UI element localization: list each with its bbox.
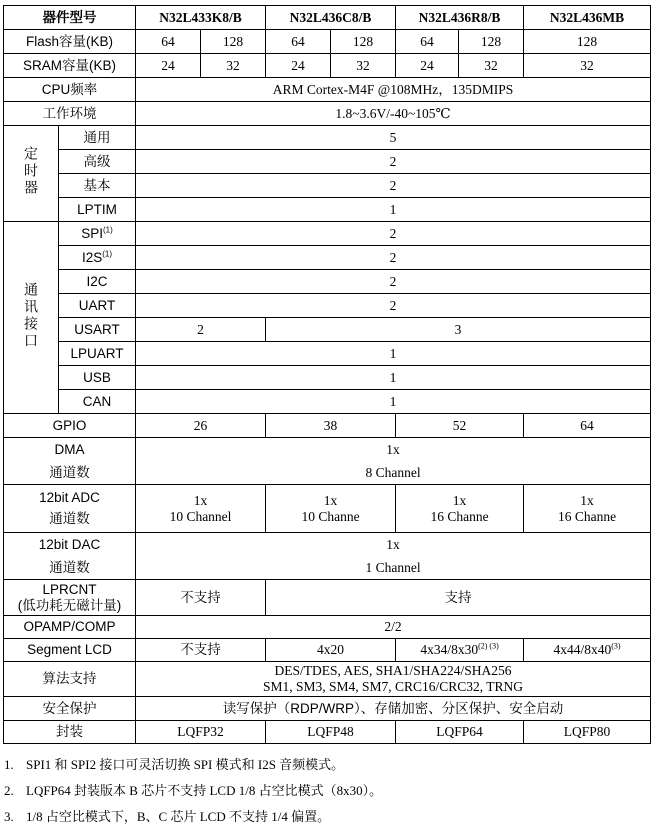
table-cell (136, 485, 266, 533)
table-cell: 3 (266, 318, 651, 342)
footnotes (4, 752, 382, 830)
timer-row (4, 198, 651, 222)
package-row (4, 721, 651, 744)
lcd-value: 4x34/8x30 (420, 642, 479, 657)
footnote-number: 2. (4, 783, 14, 798)
table-cell: 5 (136, 126, 651, 150)
table-cell: 128 (459, 30, 524, 54)
label-line: 通道数 (49, 559, 90, 575)
row-label: 安全保护 (4, 697, 136, 721)
footnote-ref: (3) (611, 641, 621, 651)
value-line: 16 Channe (430, 508, 489, 524)
model-col-4: N32L436MB (524, 6, 651, 30)
value-line: DES/TDES, AES, SHA1/SHA224/SHA256 (274, 663, 512, 678)
model-col-3: N32L436R8/B (396, 6, 524, 30)
value-line: 1x (193, 492, 208, 508)
value-line: SM1, SM3, SM4, SM7, CRC16/CRC32, TRNG (262, 679, 524, 694)
table-cell: 32 (524, 54, 651, 78)
row-label: CAN (59, 390, 136, 414)
comm-row (4, 246, 651, 270)
footnote (4, 804, 382, 830)
table-cell: 2 (136, 246, 651, 270)
table-cell: LQFP64 (396, 721, 524, 744)
table-cell: 64 (396, 30, 459, 54)
value-line: 16 Channe (557, 508, 617, 524)
timer-row (4, 174, 651, 198)
model-col-1: N32L433K8/B (136, 6, 266, 30)
table-cell: 读写保护（RDP/WRP）、存储加密、分区保护、安全启动 (136, 697, 651, 721)
spec-table (3, 5, 651, 744)
table-cell: 2 (136, 222, 651, 246)
row-label (4, 438, 136, 485)
spi-label: SPI (81, 225, 103, 241)
value-line: 1x (580, 492, 594, 508)
row-label (59, 246, 136, 270)
footnote-text: 1/8 占空比模式下，B、C 芯片 LCD 不支持 1/4 偏置。 (26, 809, 331, 824)
value-line: 1x (386, 441, 400, 457)
comm-row (4, 342, 651, 366)
table-cell: 4x20 (266, 639, 396, 662)
footnote-number: 3. (4, 809, 14, 824)
label-line: LPRCNT (42, 581, 97, 597)
table-cell: LQFP80 (524, 721, 651, 744)
comm-row (4, 294, 651, 318)
table-cell: 24 (136, 54, 201, 78)
table-cell: 1.8~3.6V/-40~105℃ (136, 102, 651, 126)
row-label (4, 485, 136, 533)
label-line: DMA (54, 441, 85, 457)
gpio-row (4, 414, 651, 438)
table-cell: 1 (136, 198, 651, 222)
label-line: 12bit DAC (38, 536, 101, 552)
table-cell (396, 485, 524, 533)
footnote-ref: (1) (102, 249, 113, 258)
value-line: 10 Channe (301, 508, 360, 524)
lcd-row (4, 639, 651, 662)
cpu-row (4, 78, 651, 102)
value-line: 10 Channel (169, 508, 232, 524)
table-cell: 32 (459, 54, 524, 78)
row-label: 基本 (59, 174, 136, 198)
row-label: I2C (59, 270, 136, 294)
flash-row (4, 30, 651, 54)
table-cell: 2 (136, 318, 266, 342)
footnote-number: 1. (4, 757, 14, 772)
table-cell: 32 (331, 54, 396, 78)
table-cell: 128 (524, 30, 651, 54)
dac-row (4, 533, 651, 580)
label-line: 通道数 (49, 511, 90, 526)
table-cell: 52 (396, 414, 524, 438)
env-row (4, 102, 651, 126)
lprcnt-row (4, 580, 651, 616)
value-line: 1x (386, 536, 400, 552)
row-label (4, 533, 136, 580)
comm-row (4, 390, 651, 414)
value-line: 8 Channel (365, 464, 421, 480)
footnote (4, 778, 382, 804)
label-line: (低功耗无磁计量) (17, 597, 122, 613)
algo-row (4, 662, 651, 697)
table-cell: 64 (266, 30, 331, 54)
footnote-ref: (2) (3) (478, 641, 499, 651)
row-label: OPAMP/COMP (4, 616, 136, 639)
group-label-text: 通讯接口 (23, 281, 39, 350)
i2s-label: I2S (81, 249, 103, 265)
table-cell: 2 (136, 174, 651, 198)
row-label: USART (59, 318, 136, 342)
row-label: USB (59, 366, 136, 390)
table-cell: ARM Cortex-M4F @108MHz，135DMIPS (136, 78, 651, 102)
timer-row (4, 150, 651, 174)
lcd-value: 4x44/8x40 (553, 642, 612, 657)
table-cell: 24 (396, 54, 459, 78)
table-cell (136, 662, 651, 697)
row-label: Segment LCD (4, 639, 136, 662)
table-cell (136, 533, 651, 580)
comm-group-label (4, 222, 59, 414)
comm-row (4, 222, 651, 246)
table-cell: LQFP48 (266, 721, 396, 744)
table-cell: 1 (136, 390, 651, 414)
table-cell: 32 (201, 54, 266, 78)
comm-row (4, 270, 651, 294)
row-label: 算法支持 (4, 662, 136, 697)
table-cell: 2 (136, 270, 651, 294)
group-label-text: 定时器 (23, 146, 39, 197)
table-cell: 64 (136, 30, 201, 54)
comm-row (4, 366, 651, 390)
timer-row (4, 126, 651, 150)
table-cell: 1 (136, 366, 651, 390)
row-label: GPIO (4, 414, 136, 438)
table-cell: 24 (266, 54, 331, 78)
table-cell: 38 (266, 414, 396, 438)
table-cell (524, 485, 651, 533)
row-label: Flash容量(KB) (4, 30, 136, 54)
table-cell: 2/2 (136, 616, 651, 639)
row-label (4, 580, 136, 616)
table-cell: 不支持 (136, 639, 266, 662)
value-line: 1 Channel (365, 559, 421, 575)
security-row (4, 697, 651, 721)
header-row (4, 6, 651, 30)
label-line: 通道数 (49, 464, 90, 480)
table-cell: 不支持 (136, 580, 266, 616)
footnote-ref: (1) (102, 225, 113, 234)
table-cell: 2 (136, 150, 651, 174)
dma-row (4, 438, 651, 485)
table-cell (396, 639, 524, 662)
label-line: 12bit ADC (39, 490, 100, 505)
row-label (59, 222, 136, 246)
table-cell (136, 438, 651, 485)
table-cell: 支持 (266, 580, 651, 616)
row-label: CPU频率 (4, 78, 136, 102)
timer-group-label (4, 126, 59, 222)
table-cell: LQFP32 (136, 721, 266, 744)
row-label: LPTIM (59, 198, 136, 222)
row-label: SRAM容量(KB) (4, 54, 136, 78)
sram-row (4, 54, 651, 78)
value-line: 1x (323, 492, 338, 508)
comm-row (4, 318, 651, 342)
value-line: 1x (452, 492, 467, 508)
table-cell: 128 (331, 30, 396, 54)
row-label: 通用 (59, 126, 136, 150)
row-label: UART (59, 294, 136, 318)
row-label: 高级 (59, 150, 136, 174)
table-cell: 2 (136, 294, 651, 318)
row-label: 工作环境 (4, 102, 136, 126)
table-cell (524, 639, 651, 662)
row-label: LPUART (59, 342, 136, 366)
table-cell: 1 (136, 342, 651, 366)
table-cell: 26 (136, 414, 266, 438)
table-cell: 64 (524, 414, 651, 438)
header-label: 器件型号 (4, 6, 136, 30)
table-cell: 128 (201, 30, 266, 54)
adc-row (4, 485, 651, 533)
opamp-row (4, 616, 651, 639)
footnote (4, 752, 382, 778)
row-label: 封装 (4, 721, 136, 744)
model-col-2: N32L436C8/B (266, 6, 396, 30)
footnote-text: SPI1 和 SPI2 接口可灵活切换 SPI 模式和 I2S 音频模式。 (26, 757, 345, 772)
footnote-text: LQFP64 封装版本 B 芯片不支持 LCD 1/8 占空比模式（8x30）。 (26, 783, 383, 798)
table-cell (266, 485, 396, 533)
